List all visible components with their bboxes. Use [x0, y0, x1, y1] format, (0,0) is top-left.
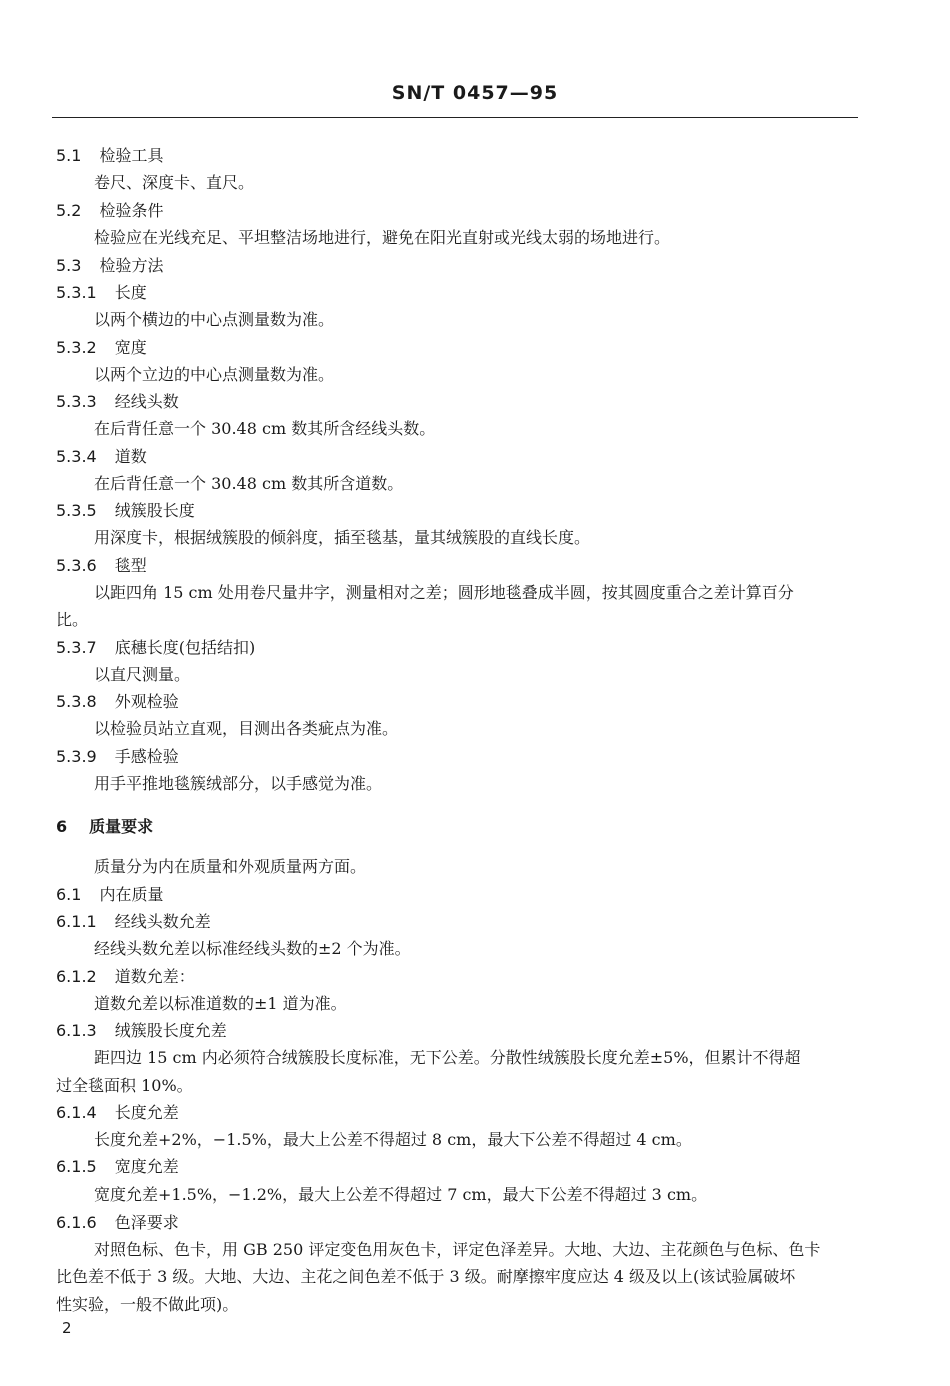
- heading-number: 5.3.9: [56, 747, 97, 766]
- subsection-heading: [56, 201, 163, 221]
- heading-number: 5.3.4: [56, 447, 97, 466]
- subsection-heading: [56, 638, 255, 658]
- paragraph-text: 用深度卡，根据绒簇股的倾斜度，插至毯基，量其绒簇股的直线长度。: [94, 528, 591, 547]
- heading-title: 经线头数允差: [114, 912, 211, 931]
- heading-title: 质量要求: [89, 817, 154, 836]
- heading-title: 内在质量: [99, 885, 164, 904]
- subsection-heading: [56, 692, 179, 712]
- heading-number: 5.3.5: [56, 501, 97, 520]
- heading-title: 道数: [114, 447, 147, 466]
- paragraph-continuation: 比。: [56, 610, 89, 629]
- paragraph-text: 在后背任意一个 30.48 cm 数其所含道数。: [94, 474, 404, 493]
- paragraph-continuation: 比色差不低于 3 级。大地、大边、主花之间色差不低于 3 级。耐摩擦牢度应达 4 级及以上(该试验属破坏: [56, 1267, 796, 1286]
- paragraph-text: 在后背任意一个 30.48 cm 数其所含经线头数。: [94, 419, 436, 438]
- subsection-heading: [56, 556, 147, 576]
- subsection-heading: [56, 392, 179, 412]
- heading-number: 6.1.1: [56, 912, 97, 931]
- heading-number: 5.1: [56, 146, 82, 165]
- paragraph-text: 质量分为内在质量和外观质量两方面。: [94, 857, 367, 876]
- paragraph-text: 卷尺、深度卡、直尺。: [94, 173, 255, 192]
- paragraph-text: 以距四角 15 cm 处用卷尺量井字，测量相对之差；圆形地毯叠成半圆，按其圆度重合之差计算百分: [94, 583, 794, 602]
- heading-number: 6.1.2: [56, 967, 97, 986]
- heading-number: 6: [56, 817, 68, 836]
- heading-number: 5.2: [56, 201, 82, 220]
- heading-title: 长度: [114, 283, 147, 302]
- heading-number: 6.1.4: [56, 1103, 97, 1122]
- paragraph-text: 道数允差以标准道数的±1 道为准。: [94, 994, 347, 1013]
- paragraph-text: 以检验员站立直观，目测出各类疵点为准。: [94, 719, 399, 738]
- subsection-heading: [56, 747, 179, 767]
- heading-number: 5.3: [56, 256, 82, 275]
- heading-title: 外观检验: [114, 692, 179, 711]
- subsection-heading: [56, 1021, 227, 1041]
- section-heading: [56, 817, 153, 837]
- page-number: 2: [62, 1319, 72, 1337]
- heading-number: 5.3.1: [56, 283, 97, 302]
- paragraph-text: 对照色标、色卡，用 GB 250 评定变色用灰色卡，评定色泽差异。大地、大边、主花颜色与色标、色卡: [94, 1240, 821, 1259]
- subsection-heading: [56, 338, 147, 358]
- paragraph-text: 用手平推地毯簇绒部分，以手感觉为准。: [94, 774, 383, 793]
- heading-title: 绒簇股长度: [114, 501, 195, 520]
- subsection-heading: [56, 912, 211, 932]
- subsection-heading: [56, 1213, 179, 1233]
- subsection-heading: [56, 146, 163, 166]
- paragraph-text: 宽度允差+1.5%，−1.2%，最大上公差不得超过 7 cm，最大下公差不得超过 3 cm。: [94, 1185, 708, 1204]
- heading-title: 经线头数: [114, 392, 179, 411]
- paragraph-continuation: 性实验，一般不做此项)。: [56, 1295, 239, 1314]
- subsection-heading: [56, 256, 163, 276]
- heading-title: 宽度: [114, 338, 147, 357]
- heading-number: 6.1: [56, 885, 82, 904]
- header-rule: [52, 117, 858, 118]
- heading-title: 色泽要求: [114, 1213, 179, 1232]
- subsection-heading: [56, 885, 163, 905]
- heading-title: 检验方法: [99, 256, 164, 275]
- subsection-heading: [56, 447, 147, 467]
- subsection-heading: [56, 967, 195, 987]
- heading-number: 5.3.6: [56, 556, 97, 575]
- heading-number: 5.3.2: [56, 338, 97, 357]
- subsection-heading: [56, 501, 195, 521]
- heading-number: 5.3.7: [56, 638, 97, 657]
- subsection-heading: [56, 283, 147, 303]
- heading-title: 检验工具: [99, 146, 164, 165]
- heading-title: 宽度允差: [114, 1157, 179, 1176]
- heading-title: 毯型: [114, 556, 147, 575]
- heading-title: 道数允差：: [114, 967, 195, 986]
- paragraph-text: 经线头数允差以标准经线头数的±2 个为准。: [94, 939, 411, 958]
- heading-number: 5.3.8: [56, 692, 97, 711]
- heading-number: 6.1.5: [56, 1157, 97, 1176]
- heading-title: 手感检验: [114, 747, 179, 766]
- heading-number: 6.1.3: [56, 1021, 97, 1040]
- heading-number: 6.1.6: [56, 1213, 97, 1232]
- paragraph-text: 长度允差+2%，−1.5%，最大上公差不得超过 8 cm，最大下公差不得超过 4 cm。: [94, 1130, 692, 1149]
- subsection-heading: [56, 1103, 179, 1123]
- page-header: SN/T 0457—95: [391, 82, 559, 104]
- heading-title: 底穗长度(包括结扣): [114, 638, 256, 657]
- heading-number: 5.3.3: [56, 392, 97, 411]
- paragraph-text: 以直尺测量。: [94, 665, 191, 684]
- paragraph-text: 以两个立边的中心点测量数为准。: [94, 365, 335, 384]
- paragraph-text: 以两个横边的中心点测量数为准。: [94, 310, 335, 329]
- heading-title: 绒簇股长度允差: [114, 1021, 227, 1040]
- heading-title: 检验条件: [99, 201, 164, 220]
- heading-title: 长度允差: [114, 1103, 179, 1122]
- paragraph-text: 距四边 15 cm 内必须符合绒簇股长度标准，无下公差。分散性绒簇股长度允差±5%，但累计不得超: [94, 1048, 801, 1067]
- subsection-heading: [56, 1157, 179, 1177]
- paragraph-continuation: 过全毯面积 10%。: [56, 1076, 193, 1095]
- paragraph-text: 检验应在光线充足、平坦整洁场地进行，避免在阳光直射或光线太弱的场地进行。: [94, 228, 671, 247]
